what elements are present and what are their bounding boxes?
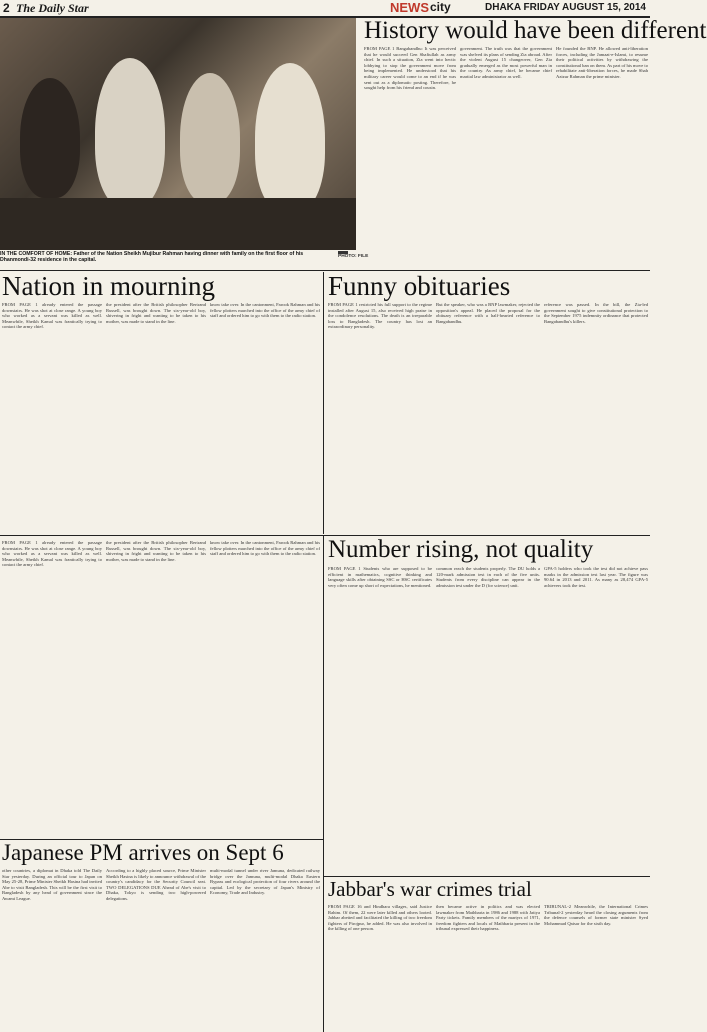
article-nation-col2: the president after the British philosopher Bertrand Russell, was brought down. The six-year-old boy, shivering in fright and wanting to be taken to his mother, was made to stand in the line. (106, 302, 206, 324)
article-jabbar-col3: TRIBUNAL-2 Meanwhile, the International Crimes Tribunal-2 yesterday heard the closing arguments from the defence counsels of former state minister Syed Mohammad Qaisar for the sixth day. (544, 904, 648, 926)
photo-credit: PHOTO: FILE (338, 254, 369, 259)
article-japanese-col2: According to a highly placed source, Prime Minister Sheikh Hasina is likely to announce withdrawal of the country's candidacy for the Security Council seat. TWO DELEGATIONS DUE Ahead of Abe's visit to Dhaka, Tokyo is sending two high-powered delegations. (106, 868, 206, 901)
subsection-label: city (430, 0, 451, 14)
section-label: NEWS (390, 0, 429, 15)
article-nation-col3-cont: know take over. In the cantonment, Farook Rahman and his fellow plotters marched into the office of the army chief of staff and ordered him to go with them to the radio station. (210, 540, 320, 557)
photo-caption: IN THE COMFORT OF HOME: Father of the Nation Sheikh Mujibur Rahman having dinner with family on the first floor of his Dhanmondi-32 residence in the capital. (0, 251, 304, 264)
headline-history: History would have been different (364, 17, 707, 44)
page-number: 2 (3, 1, 10, 15)
article-funny-col2: But the speaker, who was a BNP lawmaker, rejected the opposition's appeal. He placed the proposal for the obituary reference with a half-hearted reference to Bangabandhu. (436, 302, 540, 324)
article-history-col2: government. The truth was that the government was shelved its plans of sending Zia abroad. After the violent August 15 changeover, Gen Zia gradually emerged as the most powerful man in the country. As army chief, he became chief martial law administrator as well. (460, 46, 552, 79)
article-number-col1: FROM PAGE 1 Students who are supposed to be efficient in mathematics, cognitive thinking and language skills after obtaining SSC or HSC certificates very often come up short of expectations, he mentioned. (328, 566, 432, 588)
masthead: The Daily Star (16, 1, 89, 15)
article-number-col3: GPA-5 holders who took the test did not achieve pass marks in the admission test last year. The figure was 90.64 in 2013 and 2011. As many as 28,474 GPA-5 achievers took the test. (544, 566, 648, 588)
article-funny-col1: FROM PAGE 1 restricted his full support to the regime installed after August 15, also received high praise in the condolence resolutions. The death is an irreparable loss to Bangladesh. The country has lost an extraordinary personality. (328, 302, 432, 330)
article-japanese-col1: other countries, a diplomat in Dhaka told The Daily Star yesterday. During an official tour to Japan on May 25-28, Prime Minister Sheikh Hasina had invited Abe to visit Bangladesh. This will be the first visit to Bangladesh by any head of government since the Awami League. (2, 868, 102, 901)
article-number-col2: common reach the students properly. The DU holds a 120-mark admission test in each of the five units. Students from every discipline can appear in the admission test under the D (for science) unit. (436, 566, 540, 588)
article-japanese-col3: multi-modal tunnel under river Jamuna, dedicated railway bridge over the Jamuna, multi-modal Dhaka Eastern Bypass and ecological protection of four rivers around the capital. Led by the secretary of Japan's Ministry of Economy, Trade and Industry. (210, 868, 320, 896)
article-nation-col3: know take over. In the cantonment, Farook Rahman and his fellow plotters marched into the office of the army chief of staff and ordered him to go with them to the radio station. (210, 302, 320, 319)
article-nation-col2-cont: the president after the British philosopher Bertrand Russell, was brought down. The six-year-old boy, shivering in fright and wanting to be taken to his mother, was made to stand in the line. (106, 540, 206, 562)
dateline: DHAKA FRIDAY AUGUST 15, 2014 (485, 2, 646, 13)
article-nation-col1-cont: FROM PAGE 1 already entered the passage downstairs. He was shot at close range. A young boy who worked as a servant was killed as well. Meanwhile, Sheikh Kamal was frantically trying to contact the army chief. (2, 540, 102, 568)
article-nation-col1: FROM PAGE 1 already entered the passage downstairs. He was shot at close range. A young boy who worked as a servant was killed as well. Meanwhile, Sheikh Kamal was frantically trying to contact the army chief. (2, 302, 102, 330)
article-history-col3: He founded the BNP. He allowed anti-liberation forces, including the Jamaat-e-Islami, to resume their political activities by withdrawing the constitutional ban on them. As part of his move to rehabilitate anti-liberation forces, he made Shah Azizur Rahman the prime minister. (556, 46, 648, 79)
headline-japanese: Japanese PM arrives on Sept 6 (2, 840, 284, 865)
article-history-col1: FROM PAGE 1 Bangabandhu: It was perceived that he would succeed Gen Shafiullah as army chief. In such a situation, Zia went into hectic lobbying to stop the government move from being implemented. He understood that his military career would come to an end if he was sent out as a diplomatic posting. Therefore, he sought help from his friend and cousin. (364, 46, 456, 91)
article-funny-col3: reference was passed. In the bill, the Zia-led government sought to give constitutional protection to the September 1975 indemnity ordinance that protected Bangabandhu's killers. (544, 302, 648, 324)
column-divider (323, 536, 324, 876)
headline-funny: Funny obituaries (328, 271, 511, 301)
column-divider (323, 876, 324, 1032)
article-jabbar-col1: FROM PAGE 16 and Hindhara villages, said Justice Rahim. Of them, 22 were later killed and others looted. Jabbar abetted and facilitated the killing of two freedom fighters of Pirojpur, he added. He was also involved in the killing of one person. (328, 904, 432, 932)
family-dinner-photo (0, 18, 356, 250)
column-divider (323, 272, 324, 534)
page-header (0, 0, 650, 18)
headline-number: Number rising, not quality (328, 536, 594, 563)
headline-nation: Nation in mourning (2, 271, 215, 301)
headline-jabbar: Jabbar's war crimes trial (328, 877, 532, 901)
article-jabbar-col2: then became active in politics and was elected lawmaker from Mathbaria in 1986 and 1988 with Jatiya Party tickets. Family members of the martyrs of 1971, freedom fighters and locals of Mathbaria present in the tribunal expressed their happiness. (436, 904, 540, 932)
